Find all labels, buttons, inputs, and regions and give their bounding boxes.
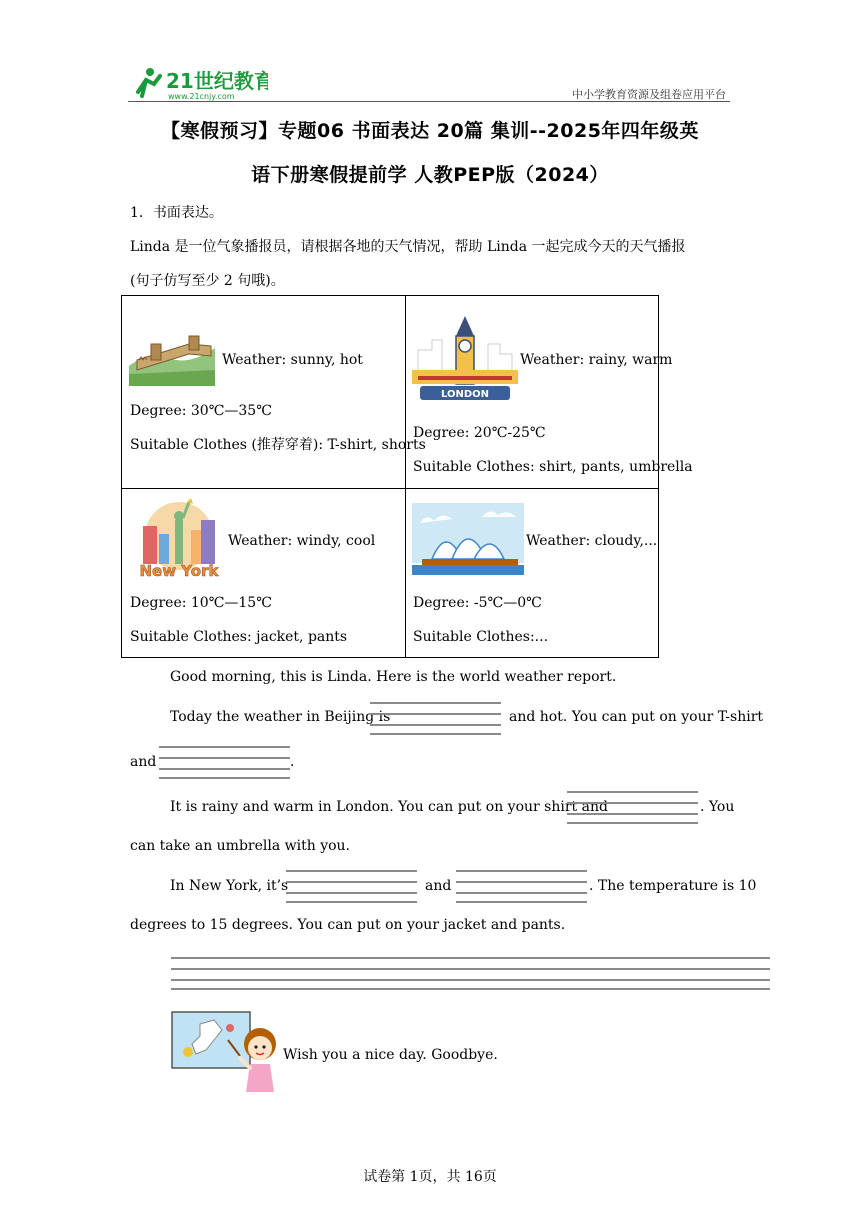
passage-beijing-mid: and hot. You can put on your T-shirt [509, 709, 764, 725]
header-divider [128, 101, 730, 102]
newyork-clothes: Suitable Clothes: jacket, pants [130, 629, 348, 645]
newyork-badge-text: New York [139, 562, 219, 580]
beijing-weather: Weather: sunny, hot [222, 352, 363, 368]
logo-main-text: 21世纪教育 [166, 69, 268, 93]
page-title-line2: 语下册寒假提前学 人教PEP版（2024） [251, 164, 609, 186]
passage-newyork-start: In New York, it’s [170, 878, 289, 894]
passage-beijing-and: and [130, 754, 157, 770]
passage-london-mid: . You [700, 799, 735, 815]
big-ben-london-icon [412, 310, 518, 406]
london-degree: Degree: 20℃-25℃ [413, 425, 546, 441]
passage-newyork-mid: . The temperature is 10 [589, 878, 757, 894]
answer-blank-5[interactable] [456, 868, 587, 902]
answer-blank-1[interactable] [370, 700, 501, 734]
answer-blank-3[interactable] [567, 789, 698, 823]
answer-blank-long[interactable] [171, 955, 770, 989]
logo-sub-text: www.21cnjy.com [168, 92, 235, 101]
sydney-weather: Weather: cloudy,... [526, 533, 658, 549]
passage-newyork-end: degrees to 15 degrees. You can put on your jacket and pants. [130, 917, 566, 933]
sydney-opera-house-icon [412, 503, 524, 575]
question-intro-line1: Linda 是一位气象播报员，请根据各地的天气情况，帮助 Linda 一起完成今天的天气播报 [130, 239, 686, 255]
passage-london-end: can take an umbrella with you. [130, 838, 351, 854]
answer-blank-2[interactable] [159, 744, 290, 778]
beijing-degree: Degree: 30℃—35℃ [130, 403, 272, 419]
weather-girl-map-icon [170, 1010, 282, 1096]
passage-closing: Wish you a nice day. Goodbye. [283, 1047, 498, 1063]
sydney-degree: Degree: -5℃—0℃ [413, 595, 542, 611]
statue-of-liberty-new-york-icon [131, 498, 227, 580]
beijing-clothes: Suitable Clothes (推荐穿着): T-shirt, shorts [130, 437, 426, 453]
passage-london-start: It is rainy and warm in London. You can put on your shirt and [170, 799, 608, 815]
passage-line1: Good morning, this is Linda. Here is the world weather report. [170, 669, 617, 685]
newyork-weather: Weather: windy, cool [228, 533, 376, 549]
table-divider-vertical [405, 296, 406, 657]
question-intro-line2: (句子仿写至少 2 句哦)。 [130, 273, 285, 289]
page-title-line1: 【寒假预习】专题06 书面表达 20篇 集训--2025年四年级英 [161, 120, 699, 142]
passage-beijing-end: . [290, 754, 295, 770]
table-divider-horizontal [122, 488, 658, 489]
newyork-degree: Degree: 10℃—15℃ [130, 595, 272, 611]
great-wall-icon [129, 330, 215, 386]
london-badge-text: LONDON [440, 389, 490, 400]
answer-blank-4[interactable] [286, 868, 417, 902]
sydney-clothes: Suitable Clothes:... [413, 629, 549, 645]
passage-beijing-start: Today the weather in Beijing is [170, 709, 391, 725]
london-weather: Weather: rainy, warm [520, 352, 673, 368]
passage-newyork-and: and [425, 878, 452, 894]
header-platform-text: 中小学教育资源及组卷应用平台 [572, 88, 726, 101]
site-logo [128, 62, 268, 102]
london-clothes: Suitable Clothes: shirt, pants, umbrella [413, 459, 693, 475]
page-footer: 试卷第 1页，共 16页 [363, 1169, 497, 1185]
question-number: 1．书面表达。 [130, 205, 223, 221]
